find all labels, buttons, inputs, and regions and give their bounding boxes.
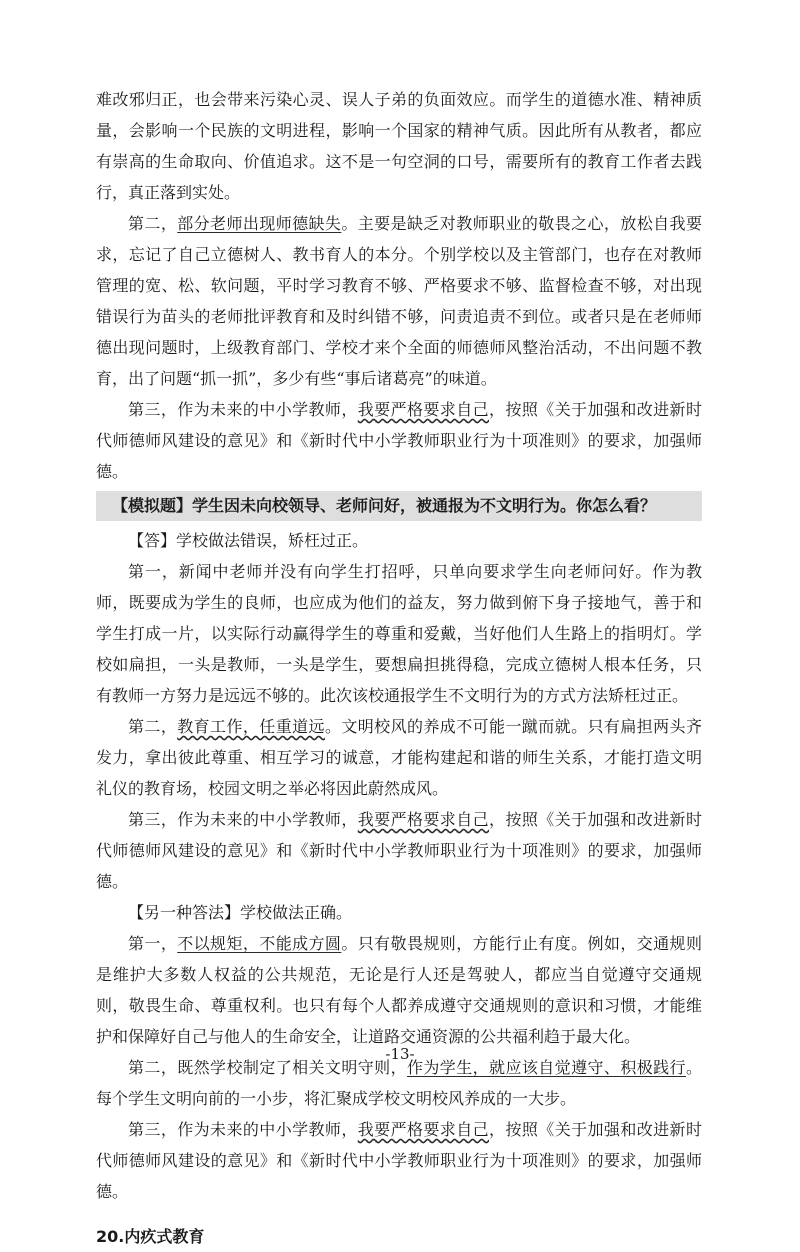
answer-third-point [96, 804, 702, 897]
alt-first-point [96, 928, 702, 1052]
section-heading: 20.内疚式教育 [96, 1227, 205, 1246]
text-segment: 第二， [128, 717, 178, 736]
wavy-key-phrase: 教育工作，任重道远 [177, 717, 325, 736]
text-segment: 第三，作为未来的中小学教师， [128, 810, 358, 829]
alternative-answer-text: 学校做法正确。 [240, 903, 353, 922]
alternative-answer-line [96, 897, 702, 928]
document-body [96, 84, 702, 1252]
text-segment: 第三，作为未来的中小学教师， [128, 400, 358, 419]
underlined-key-phrase: 不以规矩，不能成方圆 [177, 934, 342, 953]
text-segment: 。文明校风的养成不可能一蹴而就。只有扁担两头齐发力，拿出彼此尊重、相互学习的诚意，才能构建起和谐的师生关系，才能打造文明礼仪的教育场，校园文明之举必将因此蔚然成风。 [96, 717, 702, 798]
wavy-key-phrase: 我要严格要求自己 [357, 810, 490, 829]
text-segment: 第三，作为未来的中小学教师， [128, 1120, 358, 1139]
alt-third-point [96, 1114, 702, 1207]
text-segment: ，按照《关于加强和改进新时代师德师风建设的意见》和《新时代中小学教师职业行为十项准则》的要求，加强师德。 [96, 810, 702, 891]
wavy-key-phrase: 我要严格要求自己 [357, 400, 490, 419]
text-segment: 。主要是缺乏对教师职业的敬畏之心，放松自我要求，忘记了自己立德树人、教书育人的本分。个别学校以及主管部门，也存在对教师管理的宽、松、软问题，平时学习教育不够、严格要求不够、监督检查不够，对出现错误行为苗头的老师批评教育和及时纠错不够，问责追责不到位。或者只是在老师师德出现问题时，上级教育部门、学校才来个全面的师德师风整治活动，不出问题不教育，出了问题“抓一抓”，多少有些“事后诸葛亮”的味道。 [96, 214, 702, 388]
paragraph-continuation: 难改邪归正，也会带来污染心灵、误人子弟的负面效应。而学生的道德水准、精神质量，会影响一个民族的文明进程，影响一个国家的精神气质。因此所有从教者，都应有崇高的生命取向、价值追求。这不是一句空洞的口号，需要所有的教育工作者去践行，真正落到实处。 [96, 90, 702, 202]
answer-line [96, 525, 702, 556]
text-segment: 。只有敬畏规则，方能行止有度。例如，交通规则是维护大多数人权益的公共规范，无论是行人还是驾驶人，都应当自觉遵守交通规则，敬畏生命、尊重权利。也只有每个人都养成遵守交通规则的意识和习惯，才能维护和保障好自己与他人的生命安全，让道路交通资源的公共福利趋于最大化。 [96, 934, 702, 1046]
answer-text: 学校做法错误，矫枉过正。 [176, 531, 369, 550]
text-segment: ，按照《关于加强和改进新时代师德师风建设的意见》和《新时代中小学教师职业行为十项准则》的要求，加强师德。 [96, 400, 702, 481]
paragraph-third-point [96, 394, 702, 487]
paragraph-second-point [96, 208, 702, 394]
text-segment: 第二， [128, 214, 178, 233]
page-number: -13- [385, 1045, 415, 1063]
text-segment: 第一， [128, 934, 178, 953]
mock-question-banner: 【模拟题】学生因未向校领导、老师问好，被通报为不文明行为。你怎么看？ [96, 491, 702, 521]
text-segment: ，按照《关于加强和改进新时代师德师风建设的意见》和《新时代中小学教师职业行为十项准则》的要求，加强师德。 [96, 1120, 702, 1201]
answer-second-point [96, 711, 702, 804]
wavy-key-phrase: 我要严格要求自己 [357, 1120, 490, 1139]
underlined-key-phrase: 作为学生，就应该自觉遵守、积极践行 [406, 1058, 686, 1077]
answer-first-point: 第一，新闻中老师并没有向学生打招呼，只单向要求学生向老师问好。作为教师，既要成为学生的良师，也应成为他们的益友，努力做到俯下身子接地气，善于和学生打成一片，以实际行动赢得学生的尊重和爱戴，当好他们人生路上的指明灯。学校如扁担，一头是教师，一头是学生，要想扁担挑得稳，完成立德树人根本任务，只有教师一方努力是远远不够的。此次该校通报学生不文明行为的方式方法矫枉过正。 [96, 562, 702, 705]
underlined-key-phrase: 部分老师出现师德缺失 [177, 214, 342, 233]
text-segment: 。每个学生文明向前的一小步，将汇聚成学校文明校风养成的一大步。 [96, 1058, 702, 1108]
text-segment: 第二，既然学校制定了相关文明守则， [128, 1058, 407, 1077]
answer-tag: 【答】 [128, 531, 177, 550]
alternative-answer-tag: 【另一种答法】 [128, 903, 241, 922]
